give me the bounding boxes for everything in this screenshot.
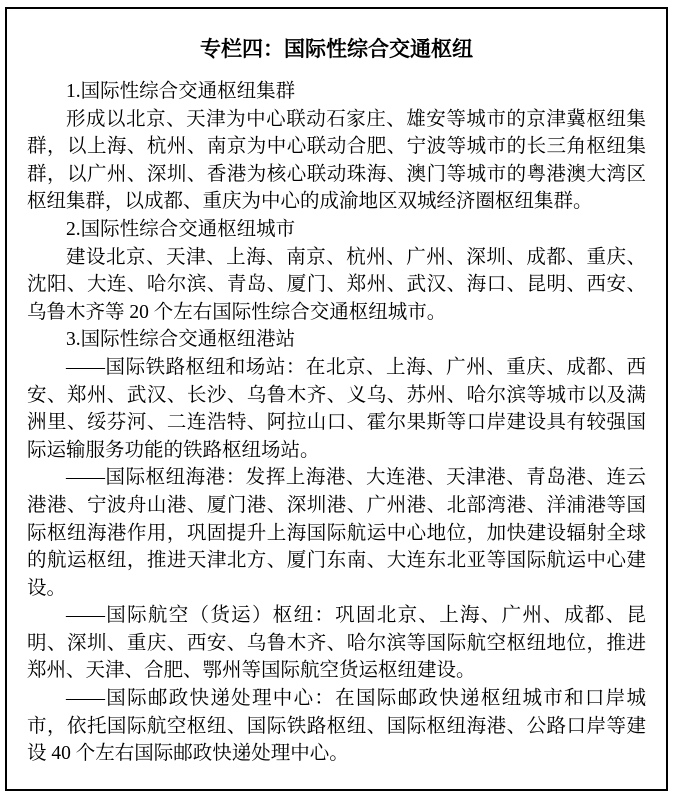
paragraph-rail-hubs: ——国际铁路枢纽和场站：在北京、上海、广州、重庆、成都、西安、郑州、武汉、长沙、乌鲁木齐、义乌、苏州、哈尔滨等城市以及满洲里、绥芬河、二连浩特、阿拉山口、霍尔果斯等口岸建设具有较强国际运输服务功能的铁路枢纽场站。 bbox=[27, 356, 646, 461]
paragraph-air-cargo-hubs: ——国际航空（货运）枢纽：巩固北京、上海、广州、成都、昆明、深圳、重庆、西安、乌鲁木齐、哈尔滨等国际航空枢纽地位，推进郑州、天津、合肥、鄂州等国际航空货运枢纽建设。 bbox=[27, 605, 646, 682]
section-heading-hub-ports: 3.国际性综合交通枢纽港站 bbox=[66, 329, 296, 351]
paragraph-postal-express-centers: ——国际邮政快递处理中心：在国际邮政快递枢纽城市和口岸城市，依托国际航空枢纽、国际铁路枢纽、国际枢纽海港、公路口岸等建设 40 个左右国际邮政快递处理中心。 bbox=[27, 688, 646, 765]
paragraph-hub-clusters: 形成以北京、天津为中心联动石家庄、雄安等城市的京津冀枢纽集群，以上海、杭州、南京为中心联动合肥、宁波等城市的长三角枢纽集群，以广州、深圳、香港为核心联动珠海、澳门等城市的粤港澳大湾区枢纽集群，以成都、重庆为中心的成渝地区双城经济圈枢纽集群。 bbox=[27, 108, 646, 213]
section-heading-hub-clusters: 1.国际性综合交通枢纽集群 bbox=[66, 81, 296, 102]
panel-title: 专栏四：国际性综合交通枢纽 bbox=[200, 38, 473, 61]
section-heading-hub-cities: 2.国际性综合交通枢纽城市 bbox=[66, 218, 296, 240]
paragraph-seaport-hubs: ——国际枢纽海港：发挥上海港、大连港、天津港、青岛港、连云港港、宁波舟山港、厦门港、深圳港、广州港、北部湾港、洋浦港等国际枢纽海港作用，巩固提升上海国际航运中心地位，加快建设辐射全球的航运枢纽，推进天津北方、厦门东南、大连东北亚等国际航运中心建设。 bbox=[27, 467, 646, 599]
paragraph-hub-cities: 建设北京、天津、上海、南京、杭州、广州、深圳、成都、重庆、沈阳、大连、哈尔滨、青岛、厦门、郑州、武汉、海口、昆明、西安、乌鲁木齐等 20 个左右国际性综合交通枢纽城市。 bbox=[27, 246, 646, 323]
column-four-box bbox=[5, 7, 668, 791]
